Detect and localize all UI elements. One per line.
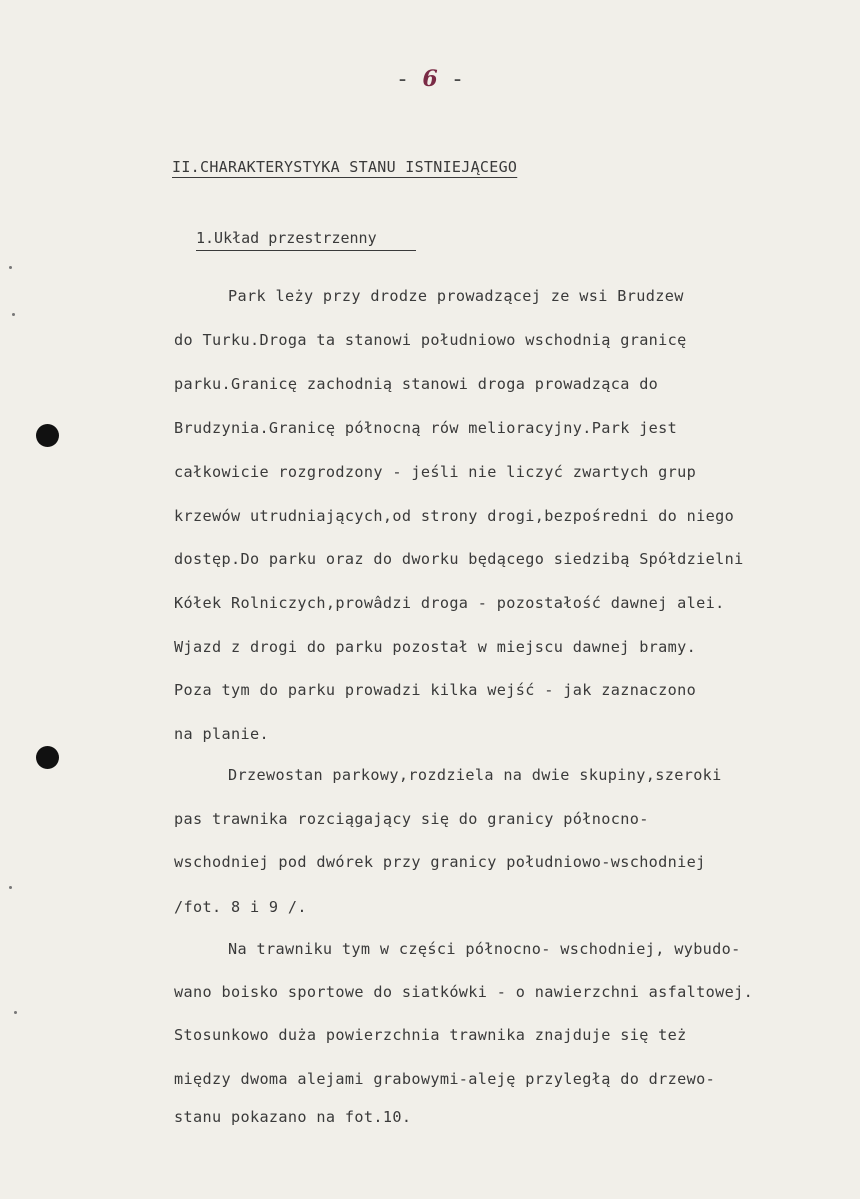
text-line: Poza tym do parku prowadzi kilka wejść - jak zaznaczono: [174, 681, 697, 699]
text-line: parku.Granicę zachodnią stanowi droga prowadząca do: [174, 375, 659, 393]
text-line: Stosunkowo duża powierzchnia trawnika znajduje się też: [174, 1026, 687, 1044]
page-number-suffix: -: [437, 67, 465, 92]
subsection-heading: 1.Układ przestrzenny: [196, 229, 377, 247]
text-line: Brudzynia.Granicę północną rów melioracyjny.Park jest: [174, 419, 678, 437]
page-number-value: 6: [422, 66, 438, 92]
page-number: [0, 66, 860, 92]
text-line: pas trawnika rozciągający się do granicy północno-: [174, 810, 649, 828]
page-number-prefix: -: [395, 67, 423, 92]
paper-speck: [12, 313, 15, 316]
paper-speck: [9, 886, 12, 889]
text-line: wano boisko sportowe do siatkówki - o nawierzchni asfaltowej.: [174, 983, 754, 1001]
section-heading: II.CHARAKTERYSTYKA STANU ISTNIEJĄCEGO: [172, 158, 518, 176]
text-line: Wjazd z drogi do parku pozostał w miejscu dawnej bramy.: [174, 638, 697, 656]
text-line: między dwoma alejami grabowymi-aleję przyległą do drzewo-: [174, 1070, 716, 1088]
text-line: krzewów utrudniających,od strony drogi,bezpośredni do niego: [174, 507, 735, 525]
paper-speck: [9, 266, 12, 269]
text-line: całkowicie rozgrodzony - jeśli nie liczyć zwartych grup: [174, 463, 697, 481]
text-line: na planie.: [174, 725, 269, 743]
paper-speck: [14, 1011, 17, 1014]
text-line: /fot. 8 i 9 /.: [174, 898, 307, 916]
punch-hole: [36, 746, 59, 769]
text-line: Drzewostan parkowy,rozdziela na dwie skupiny,szeroki: [228, 766, 722, 784]
text-line: wschodniej pod dwórek przy granicy południowo-wschodniej: [174, 853, 706, 871]
punch-hole: [36, 424, 59, 447]
text-line: Na trawniku tym w części północno- wschodniej, wybudo-: [228, 940, 741, 958]
text-line: stanu pokazano na fot.10.: [174, 1108, 412, 1126]
text-line: do Turku.Droga ta stanowi południowo wschodnią granicę: [174, 331, 687, 349]
subsection-underline: [196, 250, 416, 251]
text-line: Park leży przy drodze prowadzącej ze wsi Brudzew: [228, 287, 684, 305]
text-line: dostęp.Do parku oraz do dworku będącego siedzibą Spółdzielni: [174, 550, 744, 568]
text-line: Kółek Rolniczych,prowâdzi droga - pozostałość dawnej alei.: [174, 594, 725, 612]
